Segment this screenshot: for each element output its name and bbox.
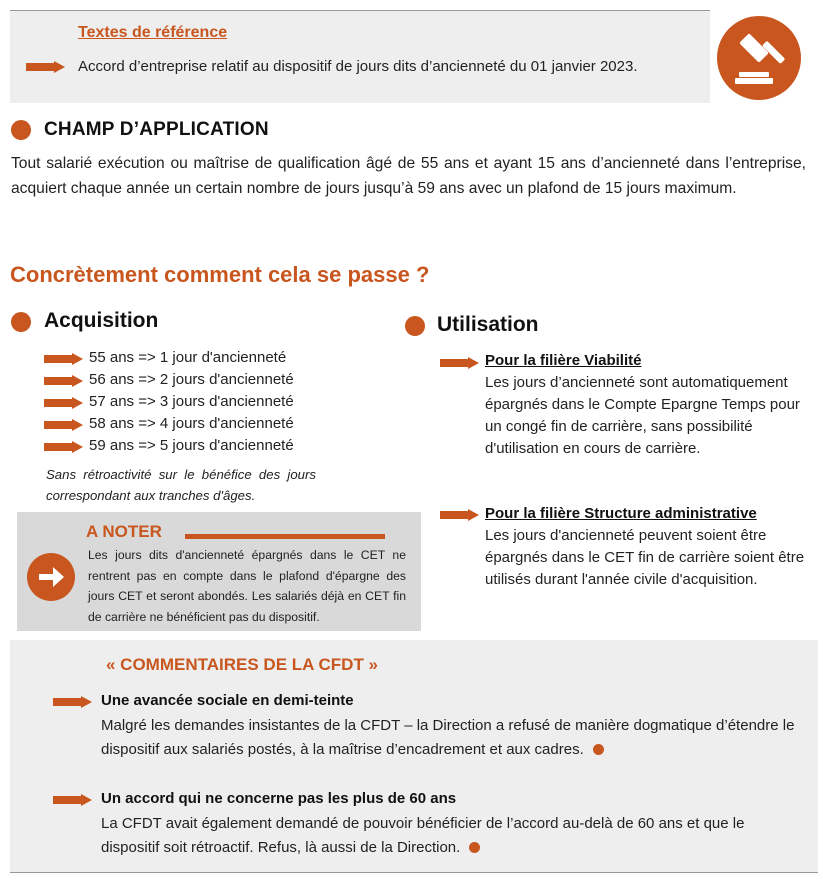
champ-text: Tout salarié exécution ou maîtrise de qualification âgé de 55 ans et ayant 15 ans d’ancienneté dans l’entreprise, acquiert chaque année un certain nombre de jours jusqu’à 59 ans avec un plafond de 15 jours maximum. bbox=[11, 155, 806, 197]
acquisition-item: 59 ans => 5 jours d'ancienneté bbox=[89, 437, 294, 454]
acquisition-note: Sans rétroactivité sur le bénéfice des jours correspondant aux tranches d'âges. bbox=[46, 467, 316, 503]
acquisition-item: 58 ans => 4 jours d'ancienneté bbox=[89, 415, 294, 432]
utilisation-heading: Pour la filière Viabilité bbox=[485, 352, 642, 369]
arrow-right-icon bbox=[53, 794, 93, 806]
references-title: Textes de référence bbox=[78, 24, 228, 41]
arrow-circle-icon bbox=[27, 553, 75, 601]
bullet-dot-icon bbox=[405, 316, 425, 336]
utilisation-title: Utilisation bbox=[437, 313, 539, 336]
arrow-right-icon bbox=[440, 357, 480, 369]
commentaire-text: Malgré les demandes insistantes de la CFDT – la Direction a refusé de manière dogmatique d’étendre le dispositif aux salariés postés, à la maîtrise d’encadrement et aux cadres. bbox=[101, 717, 795, 758]
bullet-dot-icon bbox=[11, 120, 31, 140]
gavel-icon bbox=[717, 16, 801, 100]
utilisation-text: Les jours d'ancienneté peuvent soient être épargnés dans le CET fin de carrière soient être utilisés durant l'année civile d'acquisition. bbox=[485, 527, 805, 588]
arrow-right-icon bbox=[44, 419, 84, 431]
end-dot-icon bbox=[593, 744, 604, 755]
acquisition-item: 57 ans => 3 jours d'ancienneté bbox=[89, 393, 294, 410]
commentaire-heading: Un accord qui ne concerne pas les plus de 60 ans bbox=[101, 790, 457, 807]
a-noter-title: A NOTER bbox=[86, 522, 162, 541]
acquisition-item: 56 ans => 2 jours d'ancienneté bbox=[89, 371, 294, 388]
arrow-right-icon bbox=[44, 441, 84, 453]
utilisation-text: Les jours d’ancienneté sont automatiquement épargnés dans le Compte Epargne Temps pour un congé fin de carrière, sans possibilité d'utilisation en cours de carrière. bbox=[485, 374, 800, 457]
arrow-right-icon bbox=[26, 61, 66, 73]
acquisition-title: Acquisition bbox=[44, 309, 159, 332]
divider bbox=[185, 534, 385, 539]
arrow-right-icon bbox=[44, 353, 84, 365]
arrow-right-icon bbox=[44, 397, 84, 409]
arrow-right-icon bbox=[440, 509, 480, 521]
champ-title: CHAMP D’APPLICATION bbox=[44, 119, 269, 140]
acquisition-item: 55 ans => 1 jour d'ancienneté bbox=[89, 349, 287, 366]
bullet-dot-icon bbox=[11, 312, 31, 332]
commentaires-title: « COMMENTAIRES DE LA CFDT » bbox=[106, 655, 379, 674]
arrow-right-icon bbox=[53, 696, 93, 708]
commentaire-heading: Une avancée sociale en demi-teinte bbox=[101, 692, 354, 709]
commentaire-text: La CFDT avait également demandé de pouvoir bénéficier de l’accord au-delà de 60 ans et que le dispositif soit rétroactif. Refus, là aussi de la Direction. bbox=[101, 815, 745, 856]
references-text: Accord d’entreprise relatif au dispositif de jours dits d’ancienneté du 01 janvier 2023. bbox=[78, 58, 638, 75]
concretement-heading: Concrètement comment cela se passe ? bbox=[10, 262, 430, 287]
end-dot-icon bbox=[469, 842, 480, 853]
arrow-right-icon bbox=[44, 375, 84, 387]
a-noter-text: Les jours dits d'ancienneté épargnés dans le CET ne rentrent pas en compte dans le plafond d'épargne des jours CET et seront abondés. Les salariés déjà en CET fin de carrière ne bénéficient pas du dispositif. bbox=[88, 548, 406, 624]
utilisation-heading: Pour la filière Structure administrative bbox=[485, 505, 757, 522]
